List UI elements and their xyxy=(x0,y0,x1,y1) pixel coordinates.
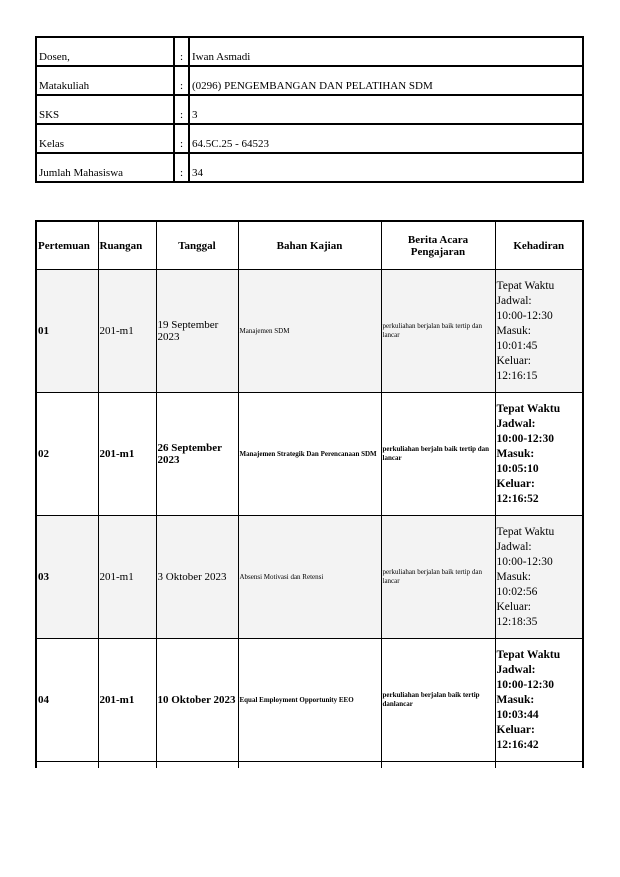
kehadiran-jadwal: 10:00-12:30 xyxy=(496,555,553,568)
header-berita-line2: Pengajaran xyxy=(410,245,466,258)
info-row-sks xyxy=(36,95,583,124)
berita-acara-cell: perkuliahan berjalan baik tertip dan lancar xyxy=(381,516,495,639)
attendance-table xyxy=(35,220,584,768)
info-row-dosen xyxy=(36,37,583,66)
pertemuan-cell: 01 xyxy=(36,270,98,393)
table-row xyxy=(36,393,583,516)
empty-cell xyxy=(381,762,495,769)
header-ruangan: Ruangan xyxy=(98,221,156,270)
info-value: 64.5C.25 - 64523 xyxy=(189,124,583,153)
ruangan-cell: 201-m1 xyxy=(98,516,156,639)
kehadiran-keluar-label: Keluar: xyxy=(496,723,535,736)
empty-cell xyxy=(495,762,583,769)
pertemuan-cell: 02 xyxy=(36,393,98,516)
kehadiran-masuk: 10:02:56 xyxy=(496,585,538,598)
pertemuan-cell: 03 xyxy=(36,516,98,639)
kehadiran-jadwal: 10:00-12:30 xyxy=(496,678,554,691)
table-row xyxy=(36,270,583,393)
kehadiran-masuk-label: Masuk: xyxy=(496,693,535,706)
kehadiran-keluar-label: Keluar: xyxy=(496,354,531,367)
info-separator: : xyxy=(174,66,189,95)
info-value: 3 xyxy=(189,95,583,124)
kehadiran-keluar-label: Keluar: xyxy=(496,600,531,613)
kehadiran-jadwal: 10:00-12:30 xyxy=(496,309,553,322)
kehadiran-masuk: 10:01:45 xyxy=(496,339,538,352)
kehadiran-status: Tepat Waktu xyxy=(496,279,555,292)
info-label: SKS xyxy=(36,95,174,124)
bahan-kajian-cell: Equal Employment Opportunity EEO xyxy=(238,639,381,762)
info-separator: : xyxy=(174,37,189,66)
kehadiran-cell xyxy=(495,393,583,516)
empty-cell xyxy=(238,762,381,769)
header-kehadiran: Kehadiran xyxy=(495,221,583,270)
berita-acara-cell: perkuliahan berjalan baik tertip danlancar xyxy=(381,639,495,762)
info-value: Iwan Asmadi xyxy=(189,37,583,66)
kehadiran-jadwal-label: Jadwal: xyxy=(496,540,532,553)
header-bahan-kajian: Bahan Kajian xyxy=(238,221,381,270)
kehadiran-keluar: 12:16:52 xyxy=(496,492,539,505)
kehadiran-cell xyxy=(495,516,583,639)
info-row-kelas xyxy=(36,124,583,153)
ruangan-cell: 201-m1 xyxy=(98,270,156,393)
tanggal-cell: 19 September 2023 xyxy=(156,270,238,393)
empty-cell xyxy=(156,762,238,769)
info-label: Jumlah Mahasiswa xyxy=(36,153,174,182)
kehadiran-status: Tepat Waktu xyxy=(496,402,561,415)
kehadiran-masuk-label: Masuk: xyxy=(496,570,531,583)
kehadiran-jadwal-label: Jadwal: xyxy=(496,663,536,676)
kehadiran-keluar: 12:16:15 xyxy=(496,369,538,382)
kehadiran-jadwal-label: Jadwal: xyxy=(496,294,532,307)
kehadiran-cell xyxy=(495,639,583,762)
kehadiran-masuk: 10:05:10 xyxy=(496,462,539,475)
header-berita-acara xyxy=(381,221,495,270)
kehadiran-masuk-label: Masuk: xyxy=(496,447,535,460)
berita-acara-cell: perkuliahan berjaln baik tertip dan lancar xyxy=(381,393,495,516)
kehadiran-keluar: 12:18:35 xyxy=(496,615,538,628)
info-row-matakuliah xyxy=(36,66,583,95)
info-separator: : xyxy=(174,153,189,182)
info-separator: : xyxy=(174,95,189,124)
bahan-kajian-cell: Manajemen SDM xyxy=(238,270,381,393)
bahan-kajian-cell: Manajemen Strategik Dan Perencanaan SDM xyxy=(238,393,381,516)
info-label: Dosen, xyxy=(36,37,174,66)
table-row xyxy=(36,639,583,762)
kehadiran-keluar-label: Keluar: xyxy=(496,477,535,490)
tanggal-cell: 26 September 2023 xyxy=(156,393,238,516)
kehadiran-jadwal: 10:00-12:30 xyxy=(496,432,554,445)
kehadiran-status: Tepat Waktu xyxy=(496,525,555,538)
pertemuan-cell: 04 xyxy=(36,639,98,762)
berita-acara-cell: perkuliahan berjalan baik tertip dan lancar xyxy=(381,270,495,393)
info-value: (0296) PENGEMBANGAN DAN PELATIHAN SDM xyxy=(189,66,583,95)
empty-cell xyxy=(98,762,156,769)
header-tanggal: Tanggal xyxy=(156,221,238,270)
info-separator: : xyxy=(174,124,189,153)
info-row-jumlah-mahasiswa xyxy=(36,153,583,182)
table-header-row xyxy=(36,221,583,270)
kehadiran-masuk-label: Masuk: xyxy=(496,324,531,337)
course-info-table xyxy=(35,36,584,183)
tanggal-cell: 10 Oktober 2023 xyxy=(156,639,238,762)
bahan-kajian-cell: Absensi Motivasi dan Retensi xyxy=(238,516,381,639)
kehadiran-status: Tepat Waktu xyxy=(496,648,561,661)
header-pertemuan: Pertemuan xyxy=(36,221,98,270)
header-berita-line1: Berita Acara xyxy=(407,233,469,246)
ruangan-cell: 201-m1 xyxy=(98,393,156,516)
tanggal-cell: 3 Oktober 2023 xyxy=(156,516,238,639)
table-row-partial xyxy=(36,762,583,769)
ruangan-cell: 201-m1 xyxy=(98,639,156,762)
kehadiran-masuk: 10:03:44 xyxy=(496,708,539,721)
kehadiran-cell xyxy=(495,270,583,393)
info-value: 34 xyxy=(189,153,583,182)
kehadiran-keluar: 12:16:42 xyxy=(496,738,539,751)
table-row xyxy=(36,516,583,639)
info-label: Matakuliah xyxy=(36,66,174,95)
empty-cell xyxy=(36,762,98,769)
kehadiran-jadwal-label: Jadwal: xyxy=(496,417,536,430)
info-label: Kelas xyxy=(36,124,174,153)
